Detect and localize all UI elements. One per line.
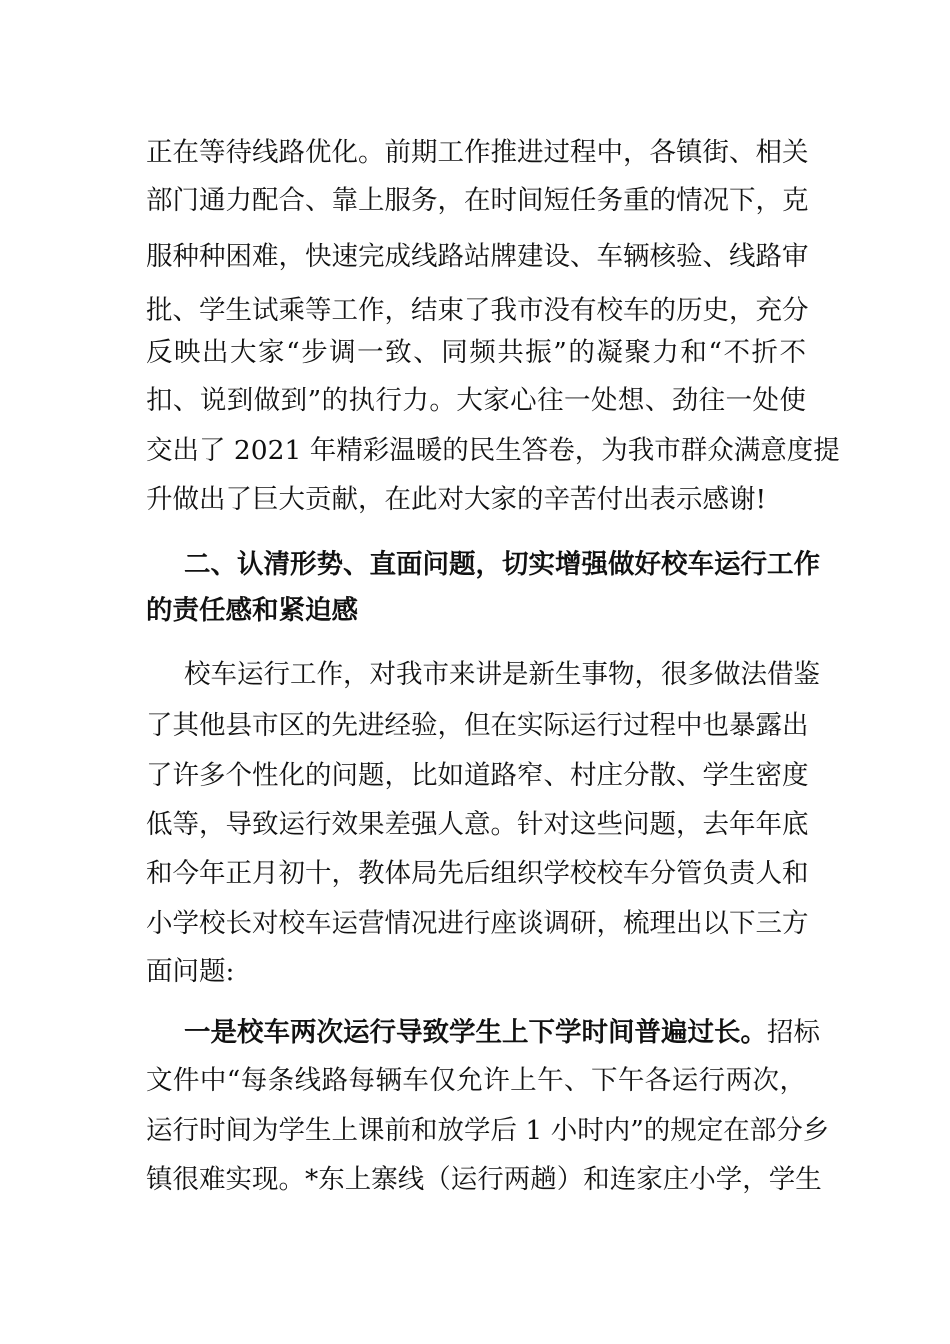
paragraph-2-line-2: 了其他县市区的先进经验，但在实际运行过程中也暴露出	[146, 710, 809, 741]
paragraph-1-line-3: 服种种困难，快速完成线路站牌建设、车辆核验、线路审	[146, 241, 809, 272]
paragraph-1-line-5: 反映出大家“步调一致、同频共振”的凝聚力和“不折不	[146, 337, 806, 368]
paragraph-1-line-6: 扣、说到做到”的执行力。大家心往一处想、劲往一处使	[146, 385, 806, 416]
paragraph-2-line-3: 了许多个性化的问题，比如道路窄、村庄分散、学生密度	[146, 760, 809, 791]
paragraph-3-line-3: 运行时间为学生上课前和放学后 1 小时内”的规定在部分乡	[146, 1115, 830, 1146]
section-heading-line-2: 的责任感和紧迫感	[146, 595, 358, 626]
paragraph-1-line-7: 交出了 2021 年精彩温暖的民生答卷，为我市群众满意度提	[146, 435, 840, 466]
paragraph-2-line-7: 面问题:	[146, 956, 235, 987]
paragraph-1-line-4: 批、学生试乘等工作，结束了我市没有校车的历史，充分	[146, 295, 809, 326]
paragraph-3-line-4: 镇很难实现。*东上寨线（运行两趟）和连家庄小学，学生	[146, 1164, 822, 1195]
paragraph-1-line-1: 正在等待线路优化。前期工作推进过程中，各镇街、相关	[146, 137, 809, 168]
paragraph-3-line-1	[184, 1013, 820, 1053]
paragraph-3-line-2: 文件中“每条线路每辆车仅允许上午、下午各运行两次，	[146, 1065, 806, 1096]
paragraph-2-line-6: 小学校长对校车运营情况进行座谈调研，梳理出以下三方	[146, 908, 809, 939]
section-heading-line-1: 二、认清形势、直面问题，切实增强做好校车运行工作	[184, 549, 820, 580]
paragraph-1-line-2: 部门通力配合、靠上服务，在时间短任务重的情况下，克	[146, 185, 809, 216]
paragraph-2-line-5: 和今年正月初十，教体局先后组织学校校车分管负责人和	[146, 858, 809, 889]
paragraph-2-line-4: 低等，导致运行效果差强人意。针对这些问题，去年年底	[146, 809, 809, 840]
paragraph-3-lead-rest: 招标	[767, 1017, 820, 1048]
paragraph-3-lead-bold: 一是校车两次运行导致学生上下学时间普遍过长。	[184, 1017, 767, 1048]
paragraph-2-line-1: 校车运行工作，对我市来讲是新生事物，很多做法借鉴	[184, 659, 820, 690]
paragraph-1-line-8: 升做出了巨大贡献，在此对大家的辛苦付出表示感谢!	[146, 484, 767, 515]
